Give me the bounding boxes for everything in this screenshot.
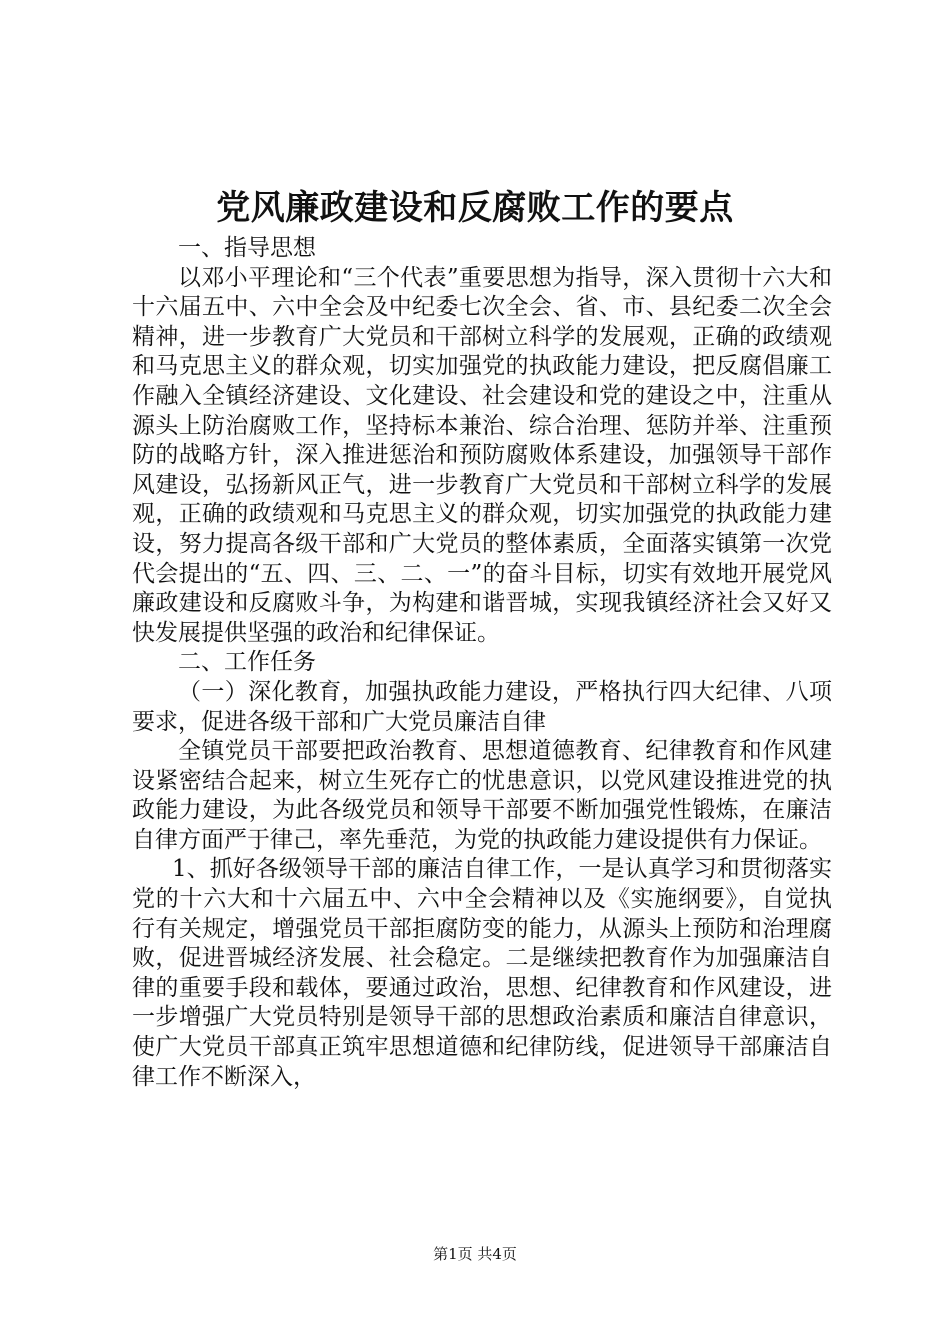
page-footer: 第1页 共4页 xyxy=(433,1245,517,1263)
document-title: 党风廉政建设和反腐败工作的要点 xyxy=(216,188,734,228)
subsection-heading: （一）深化教育，加强执政能力建设，严格执行四大纪律、八项要求，促进各级干部和广大党员廉洁自律 xyxy=(132,678,832,735)
numbered-item: 1、抓好各级领导干部的廉洁自律工作，一是认真学习和贯彻落实党的十六大和十六届五中、六中全会精神以及《实施纲要》，自觉执行有关规定，增强党员干部拒腐防变的能力，从源头上预防和治理腐败，促进晋城经济发展、社会稳定。二是继续把教育作为加强廉洁自律的重要手段和载体，要通过政治，思想、纪律教育和作风建设，进一步增强广大党员特别是领导干部的思想政治素质和廉洁自律意识，使广大党员干部真正筑牢思想道德和纪律防线，促进领导干部廉洁自律工作不断深入， xyxy=(132,856,832,1090)
section-heading: 一、指导思想 xyxy=(178,235,316,261)
document-body xyxy=(132,234,832,1092)
section-heading: 二、工作任务 xyxy=(178,649,316,676)
body-paragraph: 全镇党员干部要把政治教育、思想道德教育、纪律教育和作风建设紧密结合起来，树立生死存亡的忧患意识，以党风建设推进党的执政能力建设，为此各级党员和领导干部要不断加强党性锻炼，在廉洁自律方面严于律己，率先垂范，为党的执政能力建设提供有力保证。 xyxy=(132,738,832,853)
body-paragraph: 以邓小平理论和“三个代表”重要思想为指导，深入贯彻十六大和十六届五中、六中全会及中纪委七次全会、省、市、县纪委二次全会精神，进一步教育广大党员和干部树立科学的发展观，正确的政绩观和马克思主义的群众观，切实加强党的执政能力建设，把反腐倡廉工作融入全镇经济建设、文化建设、社会建设和党的建设之中，注重从源头上防治腐败工作，坚持标本兼治、综合治理、惩防并举、注重预防的战略方针，深入推进惩治和预防腐败体系建设，加强领导干部作风建设，弘扬新风正气，进一步教育广大党员和干部树立科学的发展观，正确的政绩观和马克思主义的群众观，切实加强党的执政能力建设，努力提高各级干部和广大党员的整体素质，全面落实镇第一次党代会提出的“五、四、三、二、一”的奋斗目标，切实有效地开展党风廉政建设和反腐败斗争，为构建和谐晋城，实现我镇经济社会又好又快发展提供坚强的政治和纪律保证。 xyxy=(132,264,832,646)
